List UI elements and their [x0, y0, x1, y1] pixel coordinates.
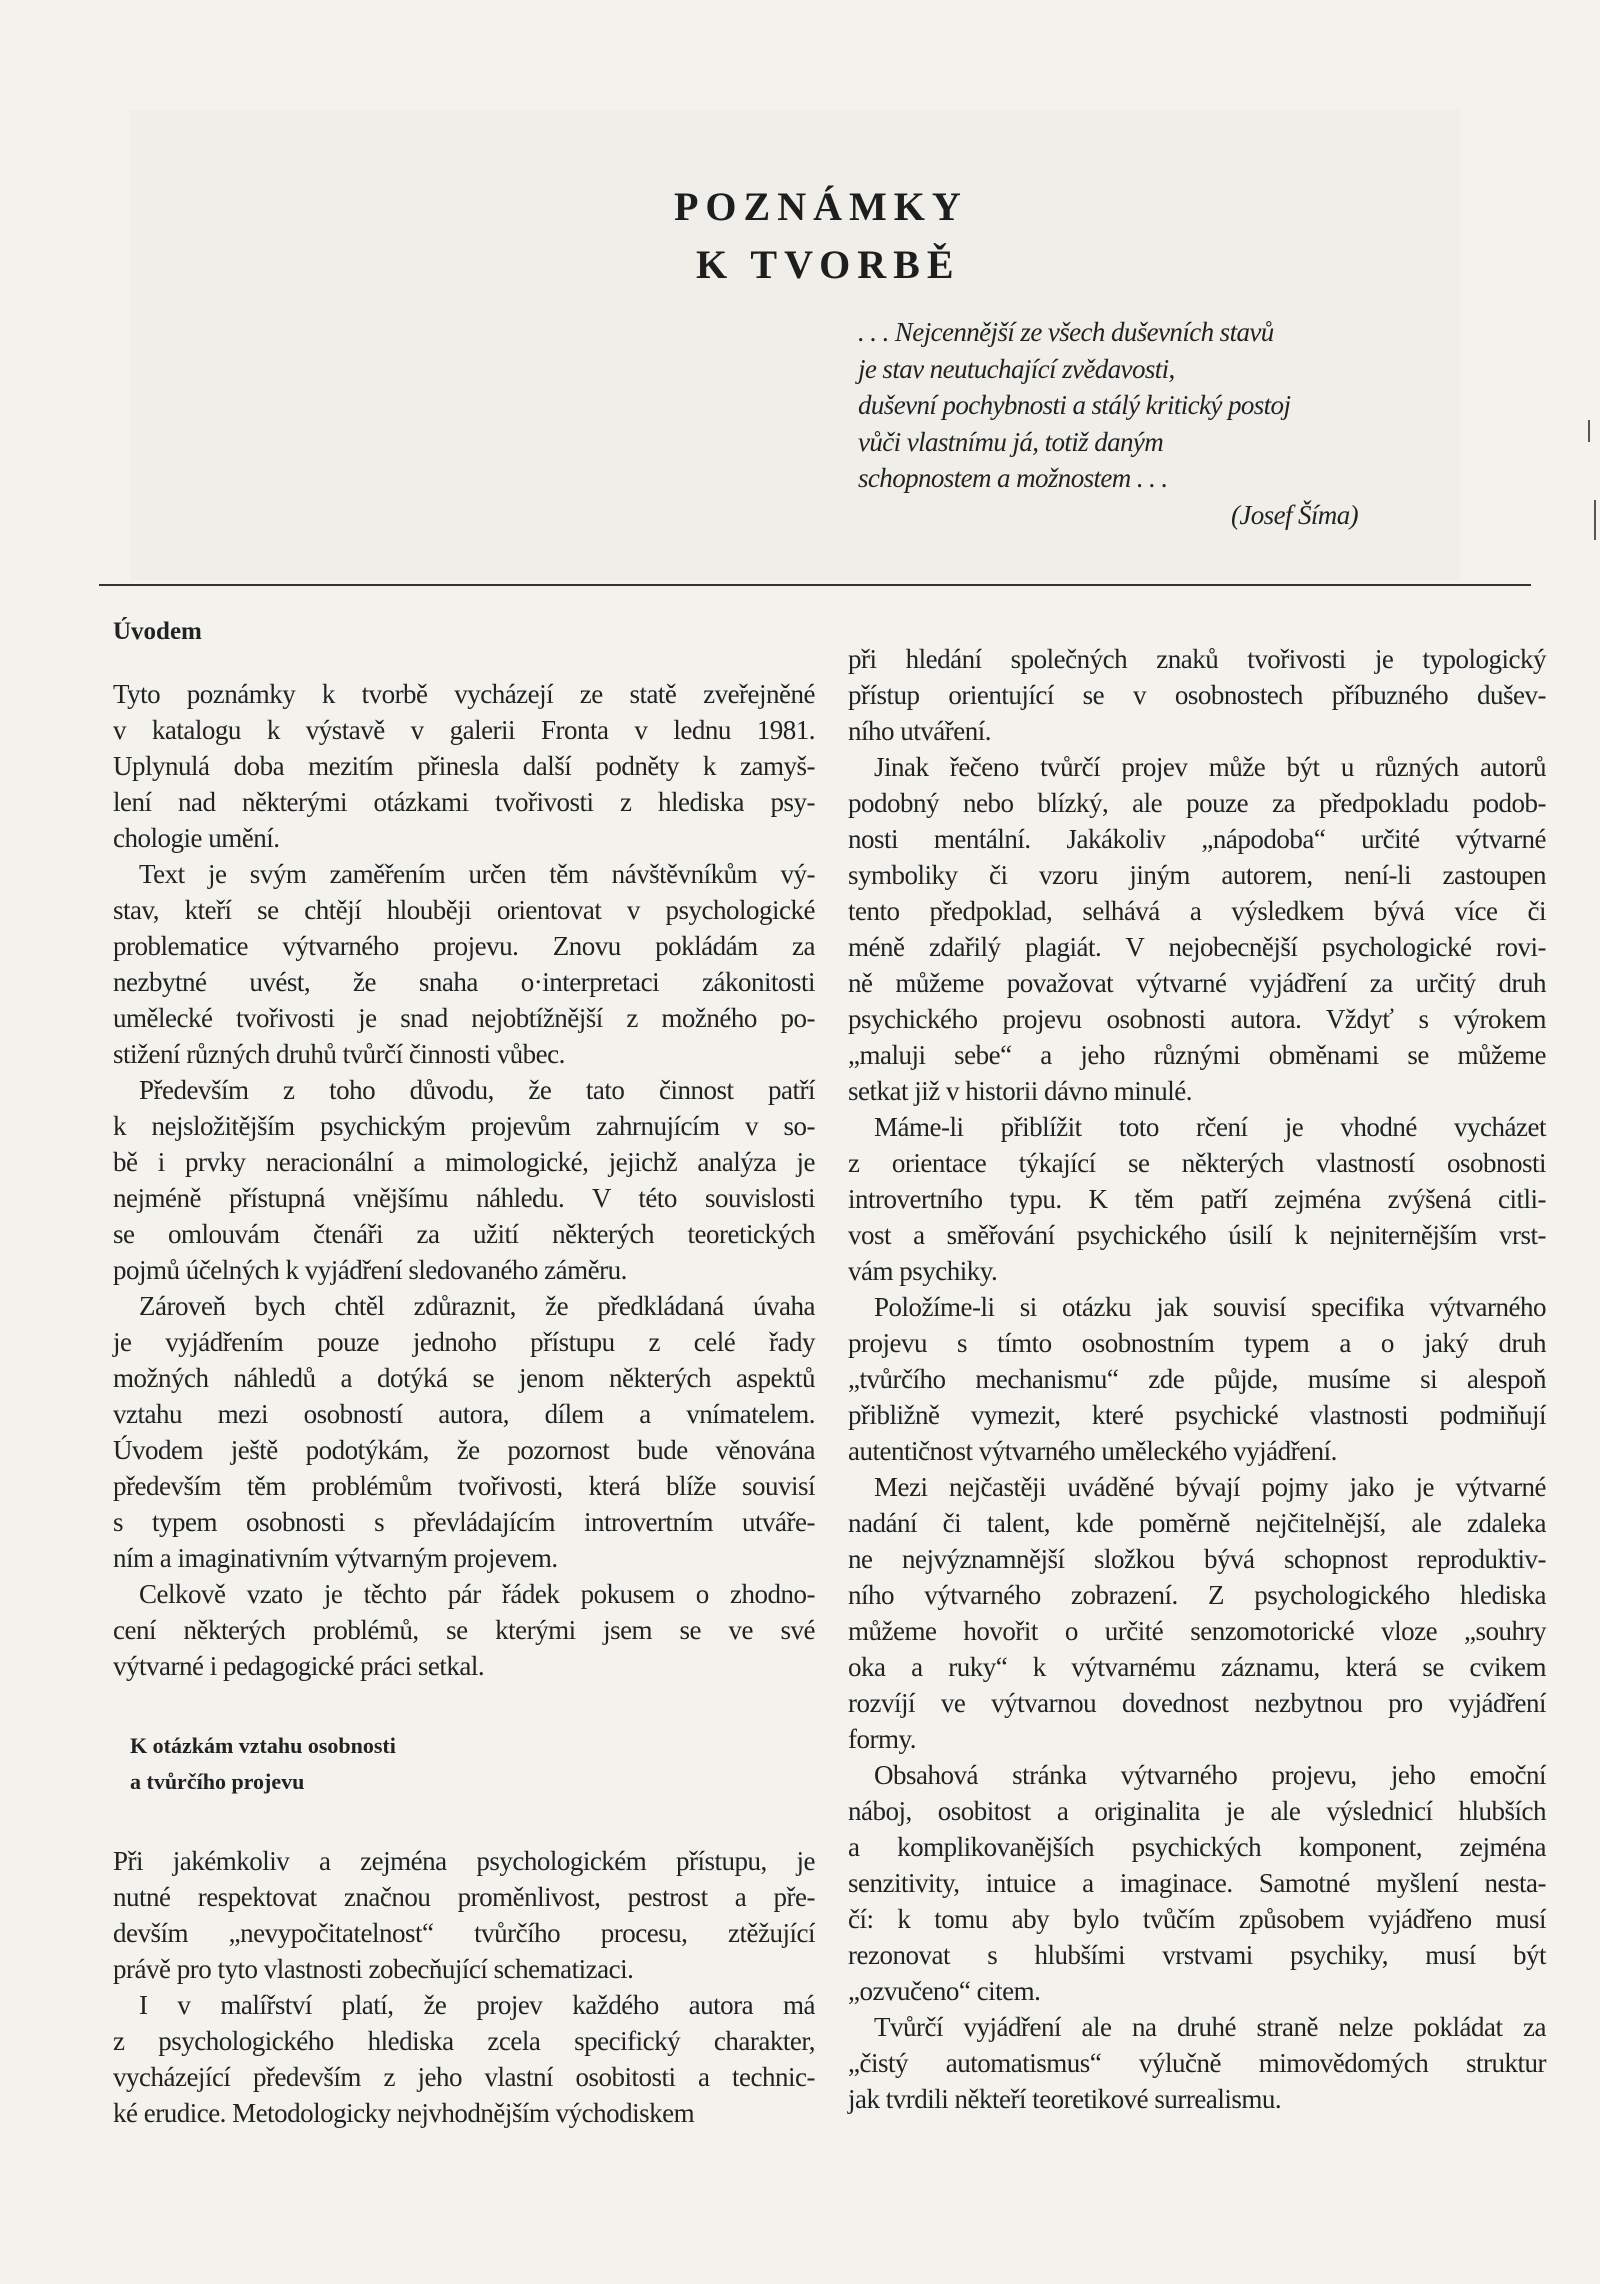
quote-line: . . . Nejcennější ze všech duševních stavů: [858, 317, 1274, 347]
text-line: senzitivity, intuice a imaginace. Samotné myšlení nesta-: [848, 1868, 1546, 1898]
text-line: Text je svým zaměřením určen těm návštěvníkům vý-: [139, 859, 815, 889]
text-line: Celkově vzato je těchto pár řádek pokusem o zhodno-: [139, 1579, 815, 1609]
text-line: setkat již v historii dávno minulé.: [848, 1076, 1192, 1106]
left-column-section2: [113, 1843, 815, 2131]
section-heading-uvodem: Úvodem: [113, 618, 202, 645]
text-line: psychického projevu osobnosti autora. Vždyť s výrokem: [848, 1004, 1546, 1034]
section-heading-vztah-osobnosti: [130, 1728, 396, 1800]
text-line: Tvůrčí vyjádření ale na druhé straně nelze pokládat za: [874, 2012, 1546, 2042]
text-line: „tvůrčího mechanismu“ zde půjde, musíme si alespoň: [848, 1364, 1546, 1394]
text-line: čí: k tomu aby bylo tvůčím způsobem vyjádřeno musí: [848, 1904, 1546, 1934]
text-line: nutné respektovat značnou proměnlivost, pestrost a pře-: [113, 1882, 815, 1912]
quote-line: duševní pochybnosti a stálý kritický postoj: [858, 390, 1291, 420]
text-line: Jinak řečeno tvůrčí projev může být u různých autorů: [874, 752, 1546, 782]
text-line: z psychologického hlediska zcela specifický charakter,: [113, 2026, 815, 2056]
horizontal-divider: [99, 584, 1531, 586]
text-line: vztahu mezi osobností autora, dílem a vnímatelem.: [113, 1399, 815, 1429]
text-line: I v malířství platí, že projev každého autora má: [139, 1990, 815, 2020]
text-line: „ozvučeno“ citem.: [848, 1976, 1041, 2006]
left-column-intro: [113, 676, 815, 1684]
title-line-2: K TVORBĚ: [696, 242, 961, 287]
text-line: je vyjádřením pouze jednoho přístupu z celé řady: [113, 1327, 815, 1357]
text-line: ním a imaginativním výtvarným projevem.: [113, 1543, 558, 1573]
text-line: chologie umění.: [113, 823, 280, 853]
text-line: nezbytné uvést, že snaha o·interpretaci zákonitosti: [113, 967, 815, 997]
text-line: vycházející především z jeho vlastní osobitosti a technic-: [113, 2062, 815, 2092]
text-line: Máme-li přiblížit toto rčení je vhodné vycházet: [874, 1112, 1546, 1142]
text-line: Při jakémkoliv a zejména psychologickém přístupu, je: [113, 1846, 815, 1876]
text-line: Především z toho důvodu, že tato činnost patří: [139, 1075, 815, 1105]
heading-line: a tvůrčího projevu: [130, 1769, 305, 1794]
text-line: rozvíjí ve výtvarnou dovednost nezbytnou pro vyjádření: [848, 1688, 1546, 1718]
text-line: bě i prvky neracionální a mimologické, jejichž analýza je: [113, 1147, 815, 1177]
text-line: „maluji sebe“ a jeho různými obměnami se můžeme: [848, 1040, 1546, 1070]
right-column: [848, 641, 1546, 2117]
text-line: Položíme-li si otázku jak souvisí specifika výtvarného: [874, 1292, 1546, 1322]
text-line: tento předpoklad, selhává a výsledkem bývá více či: [848, 896, 1546, 926]
text-line: autentičnost výtvarného uměleckého vyjádření.: [848, 1436, 1337, 1466]
title-line-1: POZNÁMKY: [674, 184, 968, 229]
text-line: Uplynulá doba mezitím přinesla další podněty k zamyš-: [113, 751, 815, 781]
text-line: rezonovat s hlubšími vrstvami psychiky, musí být: [848, 1940, 1546, 1970]
text-line: především těm problémům tvořivosti, která blíže souvisí: [113, 1471, 815, 1501]
text-line: ké erudice. Metodologicky nejvhodnějším východiskem: [113, 2098, 695, 2128]
text-line: náboj, osobitost a originalita je ale výslednicí hlubších: [848, 1796, 1546, 1826]
text-line: stav, kteří se chtějí hlouběji orientovat v psychologické: [113, 895, 815, 925]
text-line: při hledání společných znaků tvořivosti je typologický: [848, 644, 1546, 674]
text-line: oka a ruky“ k výtvarnému záznamu, která se cvikem: [848, 1652, 1546, 1682]
quote-line: je stav neutuchající zvědavosti,: [858, 353, 1175, 384]
text-line: Tyto poznámky k tvorbě vycházejí ze statě zveřejněné: [113, 679, 815, 709]
text-line: symboliky či vzoru jiným autorem, není-li zastoupen: [848, 860, 1546, 890]
text-line: jak tvrdili někteří teoretikové surrealismu.: [848, 2084, 1282, 2114]
text-line: Obsahová stránka výtvarného projevu, jeho emoční: [874, 1760, 1546, 1790]
text-line: introvertního typu. K těm patří zejména zvýšená citli-: [848, 1184, 1546, 1214]
text-line: z orientace týkající se některých vlastností osobnosti: [848, 1148, 1546, 1178]
text-line: podobný nebo blízký, ale pouze za předpokladu podob-: [848, 788, 1546, 818]
heading-line: K otázkám vztahu osobnosti: [130, 1733, 396, 1758]
text-line: můžeme hovořit o určité senzomotorické vloze „souhry: [848, 1616, 1546, 1646]
text-line: devším „nevypočitatelnost“ tvůrčího procesu, ztěžující: [113, 1918, 815, 1948]
text-line: vost a směřování psychického úsilí k nejniternějším vrst-: [848, 1220, 1546, 1250]
text-line: nosti mentální. Jakákoliv „nápodoba“ určité výtvarné: [848, 824, 1546, 854]
scan-edge-mark: [1594, 500, 1596, 540]
scan-edge-mark: [1588, 420, 1590, 442]
text-line: ne nejvýznamnější složkou bývá schopnost reproduktiv-: [848, 1544, 1546, 1574]
text-line: přibližně vymezit, které psychické vlastnosti podmiňují: [848, 1400, 1546, 1430]
text-line: výtvarné i pedagogické práci setkal.: [113, 1651, 485, 1681]
text-line: Úvodem ještě podotýkám, že pozornost bude věnována: [113, 1435, 815, 1465]
text-line: se omlouvám čtenáři za užití některých teoretických: [113, 1219, 815, 1249]
text-line: nejméně přístupná vnějšímu náhledu. V této souvislosti: [113, 1183, 815, 1213]
text-line: nadání či talent, kde poměrně nejčitelnější, ale zdaleka: [848, 1508, 1546, 1538]
text-line: stižení různých druhů tvůrčí činnosti vůbec.: [113, 1039, 565, 1069]
text-line: „čistý automatismus“ výlučně mimovědomých struktur: [848, 2048, 1546, 2078]
text-line: umělecké tvořivosti je snad nejobtížnější z možného po-: [113, 1003, 815, 1033]
text-line: přístup orientující se v osobnostech příbuzného dušev-: [848, 680, 1546, 710]
text-line: cení některých problémů, se kterými jsem se ve své: [113, 1615, 815, 1645]
text-line: s typem osobnosti s převládajícím introvertním utváře-: [113, 1507, 815, 1537]
text-line: Zároveň bych chtěl zdůraznit, že předkládaná úvaha: [139, 1291, 815, 1321]
text-line: Mezi nejčastěji uváděné bývají pojmy jako je výtvarné: [874, 1472, 1546, 1502]
text-line: právě pro tyto vlastnosti zobecňující schematizaci.: [113, 1954, 634, 1984]
text-line: pojmů účelných k vyjádření sledovaného záměru.: [113, 1255, 627, 1285]
text-line: formy.: [848, 1724, 916, 1754]
text-line: ního výtvarného zobrazení. Z psychologického hlediska: [848, 1580, 1546, 1610]
text-line: projevu s tímto osobnostním typem a o jaký druh: [848, 1328, 1546, 1358]
text-line: k nejsložitějším psychickým projevům zahrnujícím v so-: [113, 1111, 815, 1141]
text-line: v katalogu k výstavě v galerii Fronta v lednu 1981.: [113, 715, 815, 745]
quote-author: (Josef Šíma): [1230, 499, 1358, 530]
text-line: ně můžeme považovat výtvarné vyjádření za určitý druh: [848, 968, 1546, 998]
text-line: možných náhledů a dotýká se jenom některých aspektů: [113, 1363, 815, 1393]
text-line: méně zdařilý plagiát. V nejobecnější psychologické rovi-: [848, 932, 1546, 962]
page-title: [674, 178, 968, 294]
epigraph-quote: [858, 314, 1358, 533]
text-line: lení nad některými otázkami tvořivosti z hlediska psy-: [113, 787, 815, 817]
quote-line: vůči vlastnímu já, totiž daným: [858, 426, 1164, 457]
text-line: vám psychiky.: [848, 1256, 998, 1286]
text-line: problematice výtvarného projevu. Znovu pokládám za: [113, 931, 815, 961]
quote-line: schopnostem a možnostem . . .: [858, 463, 1168, 493]
text-line: ního utváření.: [848, 716, 991, 746]
text-line: a komplikovanějších psychických komponent, zejména: [848, 1832, 1546, 1862]
